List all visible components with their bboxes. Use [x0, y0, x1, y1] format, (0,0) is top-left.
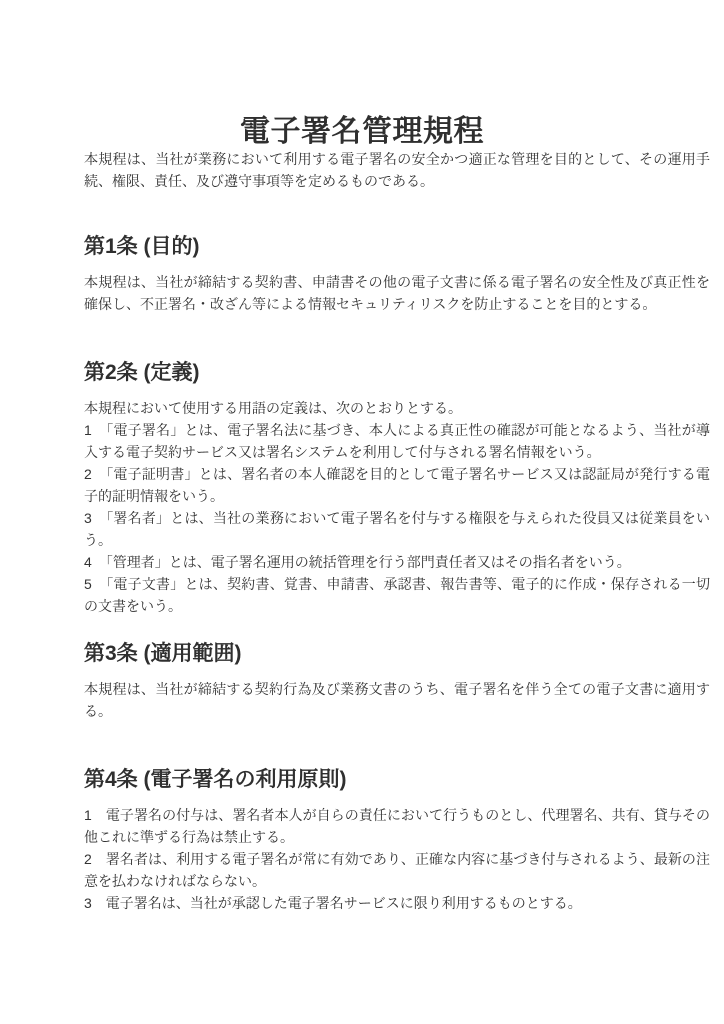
article-2-item-4: 4 「管理者」とは、電子署名運用の統括管理を行う部門責任者又はその指名者をいう。: [84, 554, 631, 570]
article-2-item-2: 2 「電子証明書」とは、署名者の本人確認を目的として電子署名サービス又は認証局が発行する電子的証明情報をいう。: [84, 466, 710, 504]
section-article-3: [84, 641, 710, 722]
article-2-item-3: 3 「署名者」とは、当社の業務において電子署名を付与する権限を与えられた役員又は従業員をいう。: [84, 510, 710, 548]
section-article-1: [84, 234, 710, 315]
document-body: [0, 148, 724, 914]
section-article-4: [84, 767, 710, 914]
article-4-item-1: 1 電子署名の付与は、署名者本人が自らの責任において行うものとし、代理署名、共有、貸与その他これに準ずる行為は禁止する。: [84, 807, 710, 845]
document-title: 電子署名管理規程: [240, 115, 484, 148]
article-3-heading: 第3条 (適用範囲): [84, 642, 242, 665]
article-4-heading: 第4条 (電子署名の利用原則): [84, 768, 347, 791]
article-4-item-3: 3 電子署名は、当社が承認した電子署名サービスに限り利用するものとする。: [84, 895, 582, 911]
article-4-item-2: 2 署名者は、利用する電子署名が常に有効であり、正確な内容に基づき付与されるよう、最新の注意を払わなければならない。: [84, 851, 710, 889]
article-2-intro-line: 本規程において使用する用語の定義は、次のとおりとする。: [84, 400, 462, 416]
article-2-heading: 第2条 (定義): [84, 361, 200, 384]
section-article-2: [84, 360, 710, 617]
article-1-heading: 第1条 (目的): [84, 235, 200, 258]
article-2-item-1: 1 「電子署名」とは、電子署名法に基づき、本人による真正性の確認が可能となるよう、当社が導入する電子契約サービス又は署名システムを利用して付与される署名情報をいう。: [84, 422, 710, 460]
article-2-item-5: 5 「電子文書」とは、契約書、覚書、申請書、承認書、報告書等、電子的に作成・保存される一切の文書をいう。: [84, 576, 710, 614]
article-3-paragraph: 本規程は、当社が締結する契約行為及び業務文書のうち、電子署名を伴う全ての電子文書に適用する。: [84, 681, 710, 719]
article-1-paragraph: 本規程は、当社が締結する契約書、申請書その他の電子文書に係る電子署名の安全性及び真正性を確保し、不正署名・改ざん等による情報セキュリティリスクを防止することを目的とする。: [84, 274, 710, 312]
preamble-paragraph: 本規程は、当社が業務において利用する電子署名の安全かつ適正な管理を目的として、その運用手続、権限、責任、及び遵守事項等を定めるものである。: [84, 151, 710, 189]
